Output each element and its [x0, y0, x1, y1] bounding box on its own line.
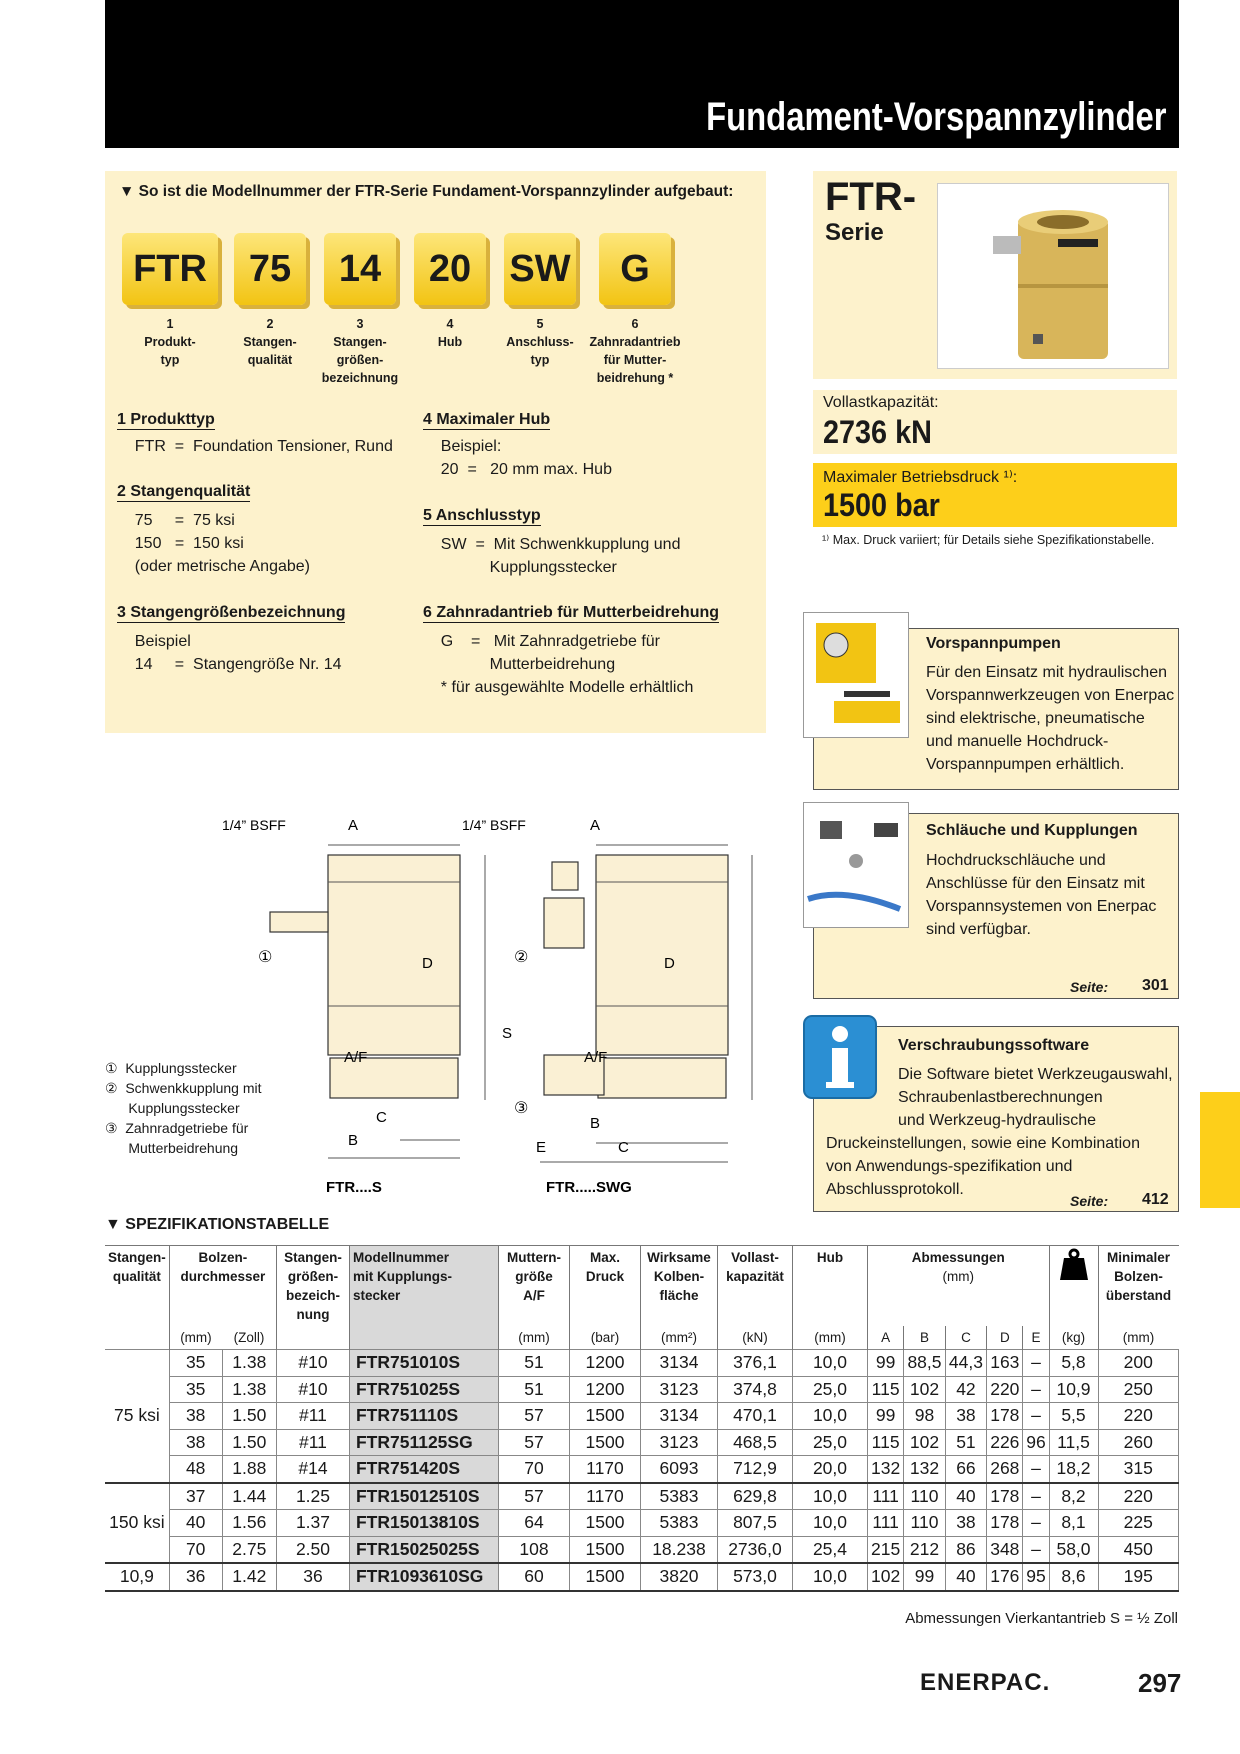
- table-cell: 225: [1098, 1510, 1179, 1537]
- section-1-heading: 1 Produkttyp: [117, 411, 215, 428]
- table-cell: #11: [276, 1429, 349, 1456]
- table-cell: 99: [867, 1403, 903, 1430]
- table-cell: 35: [169, 1350, 222, 1377]
- tile-label-2: Stangen- qualität: [243, 335, 297, 367]
- col-h10-unit: (mm): [942, 1269, 974, 1284]
- table-cell: 1500: [569, 1563, 640, 1591]
- info-icon: [800, 1012, 880, 1102]
- table-row: [105, 1403, 1179, 1430]
- table-cell: 111: [867, 1510, 903, 1537]
- ref-pumps-text: Für den Einsatz mit hydraulischen Vorspannwerkzeugen von Enerpac sind elektrische, pneumatische und manuelle Hochdruck- Vorspannpumpen erhältlich.: [926, 664, 1175, 773]
- callout-3: ③: [514, 1098, 529, 1117]
- bsff-label-right: 1/4” BSFF: [462, 817, 526, 833]
- tile-label-6: Zahnradantrieb für Mutter- beidrehung *: [589, 335, 681, 385]
- table-cell: 220: [1098, 1403, 1179, 1430]
- table-row: [105, 1350, 1179, 1377]
- tile-num-5: 5: [536, 317, 544, 331]
- table-row: [105, 1376, 1179, 1403]
- table-cell: 86: [945, 1536, 986, 1563]
- table-cell: 1170: [569, 1483, 640, 1510]
- col-h3: Stangen- größen- bezeich- nung: [276, 1246, 349, 1327]
- table-cell: 96: [1023, 1429, 1049, 1456]
- model-number-cell: FTR751125SG: [349, 1429, 498, 1456]
- unit-e: E: [1023, 1326, 1049, 1350]
- table-cell: –: [1023, 1456, 1049, 1483]
- table-cell: 1.38: [222, 1376, 276, 1403]
- seite-412-link[interactable]: 412: [1142, 1191, 1169, 1208]
- table-cell: 163: [987, 1350, 1023, 1377]
- dim-b-right: B: [590, 1115, 601, 1132]
- group-label: 150 ksi: [105, 1483, 169, 1564]
- tile-label-3: Stangen- größen- bezeichnung: [321, 335, 399, 385]
- section-6-text: G = Mit Zahnradgetriebe für Mutterbeidrehung * für ausgewählte Modelle erhältlich: [440, 633, 694, 696]
- col-h8: Vollast- kapazität: [717, 1246, 792, 1327]
- table-cell: 1200: [569, 1376, 640, 1403]
- section-6-heading: 6 Zahnradantrieb für Mutterbeidrehung: [423, 604, 720, 621]
- table-cell: 629,8: [717, 1483, 792, 1510]
- callout-2: ②: [514, 947, 529, 966]
- table-cell: 40: [169, 1510, 222, 1537]
- table-cell: #14: [276, 1456, 349, 1483]
- section-5-text: SW = Mit Schwenkkupplung und Kupplungsstecker: [440, 536, 681, 576]
- table-cell: 200: [1098, 1350, 1179, 1377]
- bsff-label-left: 1/4” BSFF: [222, 817, 286, 833]
- tile-sw: SW: [504, 233, 576, 305]
- table-cell: 11,5: [1049, 1429, 1098, 1456]
- table-cell: 260: [1098, 1429, 1179, 1456]
- seite-label: Seite:: [1070, 1193, 1109, 1209]
- table-cell: 70: [498, 1456, 569, 1483]
- table-cell: 38: [169, 1429, 222, 1456]
- ref-software-text-2: Druckeinstellungen, sowie eine Kombination von Anwendungs-spezifikation und Abschlussprotokoll.: [826, 1135, 1140, 1198]
- ref-pumps-title: Vorspannpumpen: [926, 635, 1061, 652]
- tile-g: G: [599, 233, 671, 305]
- caption-left: FTR....S: [326, 1179, 382, 1196]
- table-cell: 51: [498, 1350, 569, 1377]
- seite-label: Seite:: [1070, 979, 1109, 995]
- col-h10: [867, 1246, 1049, 1327]
- ref-software-text-1: Die Software bietet Werkzeugauswahl, Schraubenlastberechnungen und Werkzeug-hydraulische: [898, 1066, 1173, 1129]
- table-cell: 36: [276, 1563, 349, 1591]
- table-cell: –: [1023, 1350, 1049, 1377]
- table-cell: 115: [867, 1376, 903, 1403]
- tile-num-4: 4: [446, 317, 454, 331]
- table-cell: 807,5: [717, 1510, 792, 1537]
- section-1-text: FTR = Foundation Tensioner, Rund: [117, 438, 393, 455]
- unit-d: D: [987, 1326, 1023, 1350]
- tile-num-1: 1: [166, 317, 174, 331]
- unit-mm: (mm): [169, 1326, 222, 1350]
- tile-label-1: Produkt- typ: [144, 335, 196, 367]
- table-cell: 3134: [640, 1403, 717, 1430]
- section-3-heading: 3 Stangengrößenbezeichnung: [117, 604, 346, 621]
- col-h1: Stangen- qualität: [108, 1250, 166, 1284]
- table-row: [105, 1510, 1179, 1537]
- table-cell: 5383: [640, 1483, 717, 1510]
- table-cell: 10,0: [792, 1563, 867, 1591]
- table-cell: 57: [498, 1429, 569, 1456]
- table-cell: 102: [904, 1376, 945, 1403]
- table-cell: 38: [169, 1403, 222, 1430]
- tile-label-4: Hub: [437, 335, 463, 349]
- table-cell: 1.25: [276, 1483, 349, 1510]
- table-cell: 178: [987, 1403, 1023, 1430]
- table-cell: 3123: [640, 1376, 717, 1403]
- page-number: 297: [1138, 1668, 1182, 1698]
- table-cell: 99: [867, 1350, 903, 1377]
- table-cell: 250: [1098, 1376, 1179, 1403]
- table-cell: 102: [867, 1563, 903, 1591]
- drawing-legend: ① Kupplungsstecker ② Schwenkkupplung mit Kupplungsstecker ③ Zahnradgetriebe für Mutterbeidrehung: [105, 1060, 262, 1156]
- col-h10-title: Abmessungen: [911, 1250, 1005, 1265]
- tile-num-2: 2: [266, 317, 274, 331]
- table-cell: 3134: [640, 1350, 717, 1377]
- unit-hub: (mm): [792, 1326, 867, 1350]
- unit-a: A: [867, 1326, 903, 1350]
- dim-s: S: [502, 1025, 513, 1042]
- table-cell: 1.44: [222, 1483, 276, 1510]
- pressure-value: 1500 bar: [823, 487, 940, 523]
- table-cell: 88,5: [904, 1350, 945, 1377]
- table-cell: 99: [904, 1563, 945, 1591]
- table-cell: 1500: [569, 1429, 640, 1456]
- table-cell: 1.88: [222, 1456, 276, 1483]
- table-cell: 98: [904, 1403, 945, 1430]
- col-h4: Modellnummer mit Kupplungs- stecker: [349, 1246, 498, 1327]
- table-cell: 468,5: [717, 1429, 792, 1456]
- table-cell: 10,0: [792, 1350, 867, 1377]
- table-cell: 8,6: [1049, 1563, 1098, 1591]
- section-4-heading: 4 Maximaler Hub: [423, 411, 551, 428]
- table-cell: 1.56: [222, 1510, 276, 1537]
- dim-e-right: E: [536, 1139, 547, 1156]
- section-2-text: 75 = 75 ksi 150 = 150 ksi (oder metrische Angabe): [134, 512, 310, 575]
- table-cell: 176: [987, 1563, 1023, 1591]
- model-number-box: [105, 171, 766, 733]
- ref-hoses-text: Hochdruckschläuche und Anschlüsse für den Einsatz mit Vorspannsystemen von Enerpac sind verfügbar.: [926, 852, 1157, 938]
- table-cell: 57: [498, 1483, 569, 1510]
- unit-ueberstand: (mm): [1098, 1326, 1179, 1350]
- table-cell: 2.75: [222, 1536, 276, 1563]
- dim-a-left: A: [348, 817, 359, 834]
- spec-note: Abmessungen Vierkantantrieb S = ½ Zoll: [905, 1610, 1178, 1627]
- col-h11: Minimaler Bolzen- überstand: [1098, 1246, 1179, 1327]
- table-cell: 40: [945, 1483, 986, 1510]
- table-cell: 5383: [640, 1510, 717, 1537]
- table-cell: 110: [904, 1483, 945, 1510]
- unit-zoll: (Zoll): [233, 1330, 265, 1345]
- table-cell: 64: [498, 1510, 569, 1537]
- tile-label-5: Anschluss- typ: [506, 335, 574, 367]
- enerpac-logo: ENERPAC.: [920, 1669, 1051, 1696]
- table-row: [105, 1563, 1179, 1591]
- table-cell: 2.50: [276, 1536, 349, 1563]
- series-panel: [813, 171, 1177, 379]
- table-cell: 38: [945, 1403, 986, 1430]
- table-cell: 1500: [569, 1403, 640, 1430]
- table-cell: 8,1: [1049, 1510, 1098, 1537]
- table-cell: 315: [1098, 1456, 1179, 1483]
- table-cell: 60: [498, 1563, 569, 1591]
- table-cell: –: [1023, 1536, 1049, 1563]
- table-cell: 25,0: [792, 1376, 867, 1403]
- table-cell: 220: [987, 1376, 1023, 1403]
- table-cell: #10: [276, 1376, 349, 1403]
- table-cell: 48: [169, 1456, 222, 1483]
- table-cell: –: [1023, 1483, 1049, 1510]
- seite-301-link[interactable]: 301: [1142, 977, 1169, 994]
- table-cell: 25,4: [792, 1536, 867, 1563]
- table-cell: –: [1023, 1376, 1049, 1403]
- product-photo: [937, 183, 1169, 369]
- table-cell: 6093: [640, 1456, 717, 1483]
- callout-1: ①: [258, 947, 273, 966]
- table-cell: 18,2: [1049, 1456, 1098, 1483]
- table-cell: 38: [945, 1510, 986, 1537]
- capacity-label: Vollastkapazität:: [823, 394, 939, 411]
- dim-af-right: A/F: [584, 1049, 608, 1066]
- pump-image: [803, 612, 909, 738]
- table-cell: 10,0: [792, 1483, 867, 1510]
- table-cell: 10,0: [792, 1403, 867, 1430]
- table-cell: 132: [904, 1456, 945, 1483]
- table-cell: 226: [987, 1429, 1023, 1456]
- tile-ftr: FTR: [122, 233, 218, 305]
- table-row: [105, 1429, 1179, 1456]
- footnote: ¹⁾ Max. Druck variiert; für Details siehe Spezifikationstabelle.: [822, 533, 1155, 547]
- hose-image: [803, 802, 909, 928]
- table-cell: 110: [904, 1510, 945, 1537]
- unit-c: C: [945, 1326, 986, 1350]
- table-cell: #10: [276, 1350, 349, 1377]
- table-cell: 95: [1023, 1563, 1049, 1591]
- dim-d-left: D: [422, 955, 433, 972]
- table-cell: 8,2: [1049, 1483, 1098, 1510]
- dim-c-left: C: [376, 1109, 387, 1126]
- model-number-cell: FTR15012510S: [349, 1483, 498, 1510]
- dim-af-left: A/F: [344, 1049, 368, 1066]
- table-cell: 268: [987, 1456, 1023, 1483]
- table-cell: 1.38: [222, 1350, 276, 1377]
- table-cell: 374,8: [717, 1376, 792, 1403]
- caption-right: FTR.....SWG: [546, 1179, 632, 1196]
- table-cell: 450: [1098, 1536, 1179, 1563]
- spec-table: [105, 1245, 1179, 1592]
- table-cell: 1500: [569, 1510, 640, 1537]
- group-label: 75 ksi: [105, 1350, 169, 1483]
- table-cell: 1.42: [222, 1563, 276, 1591]
- model-number-cell: FTR15013810S: [349, 1510, 498, 1537]
- table-cell: 132: [867, 1456, 903, 1483]
- weight-icon: [1049, 1246, 1098, 1327]
- col-h6: Max. Druck: [569, 1246, 640, 1327]
- group-label: 10,9: [105, 1563, 169, 1591]
- table-cell: 10,9: [1049, 1376, 1098, 1403]
- table-cell: 115: [867, 1429, 903, 1456]
- table-cell: 1.50: [222, 1403, 276, 1430]
- table-cell: 1.37: [276, 1510, 349, 1537]
- pressure-box: [813, 463, 1177, 527]
- table-cell: 70: [169, 1536, 222, 1563]
- section-5-heading: 5 Anschlusstyp: [423, 507, 541, 524]
- table-cell: 37: [169, 1483, 222, 1510]
- unit-af: (mm): [498, 1326, 569, 1350]
- table-cell: 573,0: [717, 1563, 792, 1591]
- model-number-cell: FTR15025025S: [349, 1536, 498, 1563]
- table-cell: 58,0: [1049, 1536, 1098, 1563]
- table-cell: 348: [987, 1536, 1023, 1563]
- table-row: [105, 1536, 1179, 1563]
- model-number-cell: FTR751420S: [349, 1456, 498, 1483]
- table-cell: 36: [169, 1563, 222, 1591]
- table-cell: 3123: [640, 1429, 717, 1456]
- table-cell: 220: [1098, 1483, 1179, 1510]
- table-cell: 40: [945, 1563, 986, 1591]
- pressure-label: Maximaler Betriebsdruck ¹⁾:: [823, 469, 1018, 486]
- table-cell: 51: [498, 1376, 569, 1403]
- table-cell: 212: [904, 1536, 945, 1563]
- table-cell: 1200: [569, 1350, 640, 1377]
- spec-title: ▼ SPEZIFIKATIONSTABELLE: [105, 1216, 330, 1233]
- model-number-cell: FTR1093610SG: [349, 1563, 498, 1591]
- table-cell: 2736,0: [717, 1536, 792, 1563]
- table-cell: 66: [945, 1456, 986, 1483]
- capacity-box: [813, 390, 1177, 454]
- section-3-text: Beispiel 14 = Stangengröße Nr. 14: [134, 633, 342, 673]
- table-cell: 18.238: [640, 1536, 717, 1563]
- dim-b-left: B: [348, 1132, 359, 1149]
- capacity-value: 2736 kN: [823, 414, 932, 450]
- table-cell: 102: [904, 1429, 945, 1456]
- unit-bar: (bar): [569, 1326, 640, 1350]
- series-sub: Serie: [825, 219, 884, 246]
- ref-software-title: Verschraubungssoftware: [898, 1037, 1090, 1054]
- table-cell: 1500: [569, 1536, 640, 1563]
- table-row: [105, 1456, 1179, 1483]
- tile-num-3: 3: [356, 317, 364, 331]
- table-cell: #11: [276, 1403, 349, 1430]
- table-cell: 108: [498, 1536, 569, 1563]
- table-cell: 20,0: [792, 1456, 867, 1483]
- dim-c-right: C: [618, 1139, 629, 1156]
- dim-a-right: A: [590, 817, 601, 834]
- table-cell: –: [1023, 1510, 1049, 1537]
- table-cell: 470,1: [717, 1403, 792, 1430]
- table-cell: 1.50: [222, 1429, 276, 1456]
- col-h2: Bolzen- durchmesser: [169, 1246, 276, 1327]
- table-cell: 51: [945, 1429, 986, 1456]
- tile-75: 75: [234, 233, 306, 305]
- table-cell: 57: [498, 1403, 569, 1430]
- side-tab: [1200, 1092, 1240, 1208]
- spec-body: [105, 1350, 1179, 1591]
- table-cell: 25,0: [792, 1429, 867, 1456]
- dim-d-right: D: [664, 955, 675, 972]
- table-cell: 178: [987, 1510, 1023, 1537]
- table-cell: 178: [987, 1483, 1023, 1510]
- table-cell: 376,1: [717, 1350, 792, 1377]
- model-number-cell: FTR751110S: [349, 1403, 498, 1430]
- table-cell: 42: [945, 1376, 986, 1403]
- table-cell: 5,5: [1049, 1403, 1098, 1430]
- header-bar: [105, 0, 1179, 148]
- unit-b: B: [904, 1326, 945, 1350]
- table-cell: 195: [1098, 1563, 1179, 1591]
- table-cell: 215: [867, 1536, 903, 1563]
- model-intro: ▼ So ist die Modellnummer der FTR-Serie Fundament-Vorspannzylinder aufgebaut:: [119, 183, 734, 200]
- model-number-cell: FTR751010S: [349, 1350, 498, 1377]
- tile-14: 14: [324, 233, 396, 305]
- tile-num-6: 6: [631, 317, 639, 331]
- table-cell: 1170: [569, 1456, 640, 1483]
- page-title: Fundament-Vorspannzylinder: [706, 95, 1167, 139]
- dimension-drawing: [222, 810, 800, 1200]
- unit-kg: (kg): [1049, 1326, 1098, 1350]
- table-cell: 44,3: [945, 1350, 986, 1377]
- table-cell: 111: [867, 1483, 903, 1510]
- series-name: FTR-: [825, 175, 917, 219]
- unit-kn: (kN): [717, 1326, 792, 1350]
- col-h7: Wirksame Kolben- fläche: [640, 1246, 717, 1327]
- table-row: [105, 1483, 1179, 1510]
- table-cell: 3820: [640, 1563, 717, 1591]
- section-4-text: Beispiel: 20 = 20 mm max. Hub: [440, 438, 612, 478]
- section-2-heading: 2 Stangenqualität: [117, 483, 251, 500]
- col-h9: Hub: [792, 1246, 867, 1327]
- unit-mm2: (mm²): [640, 1326, 717, 1350]
- tile-20: 20: [414, 233, 486, 305]
- table-cell: –: [1023, 1403, 1049, 1430]
- table-cell: 712,9: [717, 1456, 792, 1483]
- ref-hoses-title: Schläuche und Kupplungen: [926, 822, 1138, 839]
- table-cell: 10,0: [792, 1510, 867, 1537]
- table-cell: 5,8: [1049, 1350, 1098, 1377]
- table-cell: 35: [169, 1376, 222, 1403]
- model-number-cell: FTR751025S: [349, 1376, 498, 1403]
- col-h5: Muttern- größe A/F: [498, 1246, 569, 1327]
